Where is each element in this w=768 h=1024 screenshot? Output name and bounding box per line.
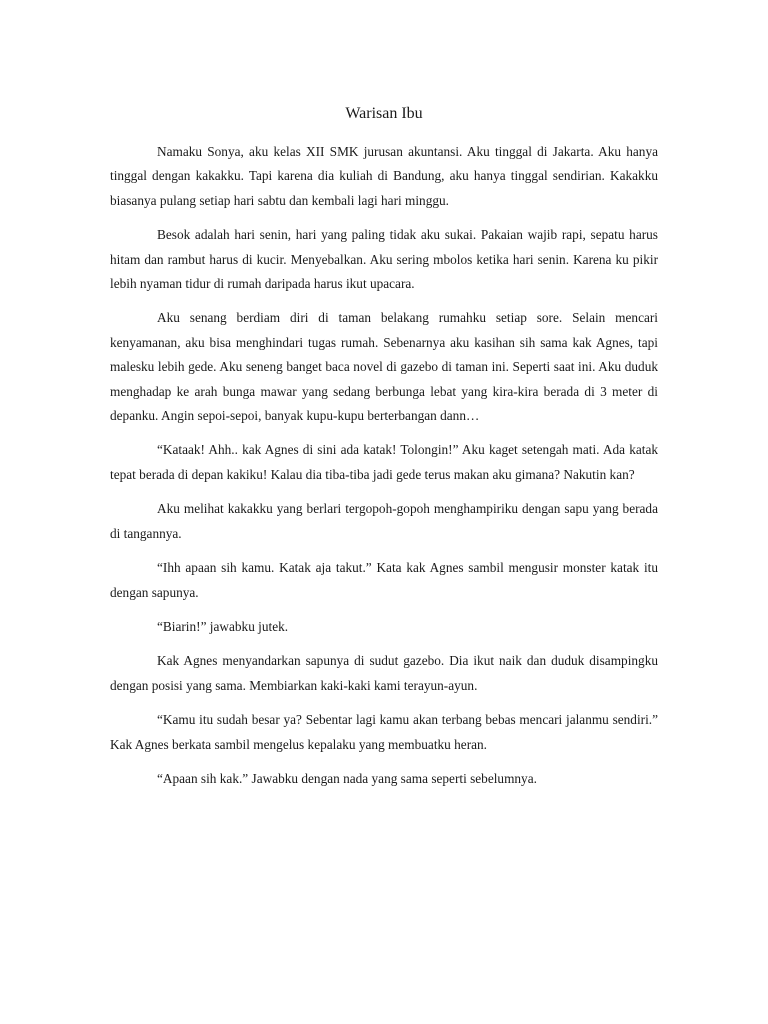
paragraph: “Kamu itu sudah besar ya? Sebentar lagi kamu akan terbang bebas mencari jalanmu sendiri.” Kak Agnes berkata sambil mengelus kepalaku yang membuatku heran.: [110, 712, 658, 752]
paragraph: “Apaan sih kak.” Jawabku dengan nada yang sama seperti sebelumnya.: [157, 770, 537, 786]
paragraph: Besok adalah hari senin, hari yang paling tidak aku sukai. Pakaian wajib rapi, sepatu harus hitam dan rambut harus di kucir. Menyebalkan. Aku sering mbolos ketika hari senin. Karena ku pikir lebih nyaman tidur di rumah daripada harus ikut upacara.: [110, 227, 658, 292]
paragraph: Aku melihat kakakku yang berlari tergopoh-gopoh menghampiriku dengan sapu yang berada di tangannya.: [110, 501, 658, 541]
paragraph: Aku senang berdiam diri di taman belakang rumahku setiap sore. Selain mencari kenyamanan, aku bisa menghindari tugas rumah. Sebenarnya aku kasihan sih sama kak Agnes, tapi malesku lebih gede. Aku seneng banget baca novel di gazebo di taman ini. Seperti saat ini. Aku duduk menghadap ke arah bunga mawar yang sedang berbunga lebat yang kira-kira berada di 3 meter di depanku. Angin sepoi-sepoi, banyak kupu-kupu berterbangan dann…: [110, 310, 658, 424]
paragraph: Kak Agnes menyandarkan sapunya di sudut gazebo. Dia ikut naik dan duduk disampingku dengan posisi yang sama. Membiarkan kaki-kaki kami terayun-ayun.: [110, 653, 658, 693]
document-body: [110, 140, 658, 801]
paragraph: “Ihh apaan sih kamu. Katak aja takut.” Kata kak Agnes sambil mengusir monster katak itu dengan sapunya.: [110, 560, 658, 600]
document-title: Warisan Ibu: [345, 105, 423, 122]
paragraph: “Biarin!” jawabku jutek.: [157, 618, 289, 634]
paragraph: Namaku Sonya, aku kelas XII SMK jurusan akuntansi. Aku tinggal di Jakarta. Aku hanya tinggal dengan kakakku. Tapi karena dia kuliah di Bandung, aku hanya tinggal sendirian. Kakakku biasanya pulang setiap hari sabtu dan kembali lagi hari minggu.: [110, 144, 658, 208]
paragraph: “Kataak! Ahh.. kak Agnes di sini ada katak! Tolongin!” Aku kaget setengah mati. Ada katak tepat berada di depan kakiku! Kalau dia tiba-tiba jadi gede terus makan aku gimana? Nakutin kan?: [110, 442, 658, 482]
